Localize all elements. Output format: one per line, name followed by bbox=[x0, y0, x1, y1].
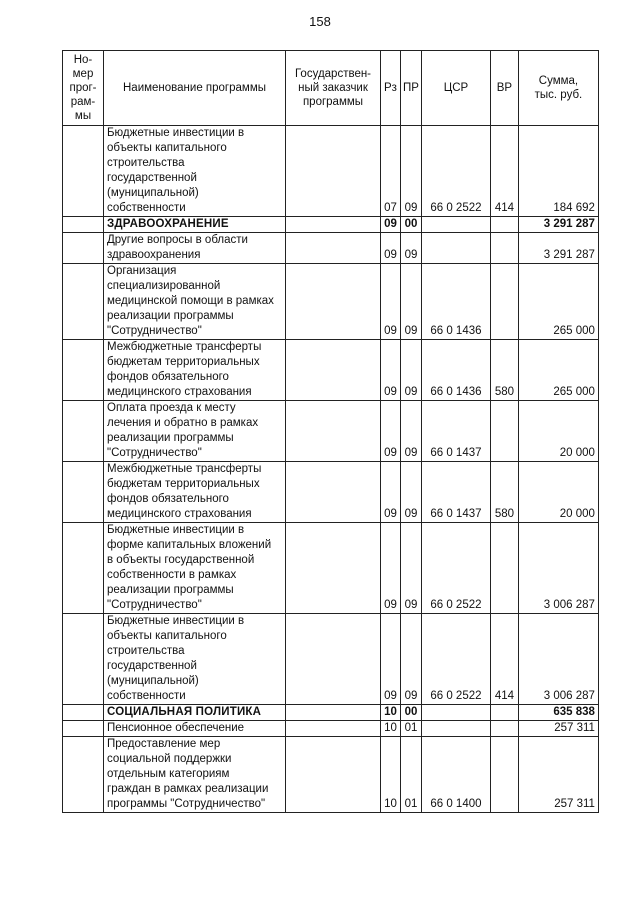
vr-cell bbox=[490, 233, 518, 264]
pr-cell: 01 bbox=[401, 721, 422, 737]
program-name-cell: Бюджетные инвестиции в объекты капитального строительства государственной (муниципальной) собственности bbox=[104, 614, 286, 705]
vr-cell bbox=[490, 401, 518, 462]
customer-cell bbox=[286, 737, 381, 813]
customer-cell bbox=[286, 233, 381, 264]
header-rz: Рз bbox=[381, 51, 401, 126]
pr-cell: 01 bbox=[401, 737, 422, 813]
pr-cell: 09 bbox=[401, 340, 422, 401]
csr-cell: 66 0 1436 bbox=[421, 340, 490, 401]
vr-cell: 580 bbox=[490, 340, 518, 401]
rz-cell: 10 bbox=[381, 737, 401, 813]
vr-cell: 414 bbox=[490, 614, 518, 705]
sum-cell: 3 291 287 bbox=[518, 217, 598, 233]
csr-cell bbox=[421, 233, 490, 264]
program-name-cell: Пенсионное обеспечение bbox=[104, 721, 286, 737]
program-number-cell bbox=[63, 340, 104, 401]
pr-cell: 09 bbox=[401, 462, 422, 523]
pr-cell: 09 bbox=[401, 614, 422, 705]
program-name-cell: СОЦИАЛЬНАЯ ПОЛИТИКА bbox=[104, 705, 286, 721]
vr-cell bbox=[490, 264, 518, 340]
program-number-cell bbox=[63, 401, 104, 462]
program-name-cell: Предоставление мер социальной поддержки отдельным категориям граждан в рамках реализации программы "Сотрудничество" bbox=[104, 737, 286, 813]
sum-cell: 184 692 bbox=[518, 126, 598, 217]
sum-cell: 3 291 287 bbox=[518, 233, 598, 264]
rz-cell: 09 bbox=[381, 523, 401, 614]
rz-cell: 09 bbox=[381, 340, 401, 401]
csr-cell bbox=[421, 217, 490, 233]
rz-cell: 09 bbox=[381, 233, 401, 264]
program-number-cell bbox=[63, 462, 104, 523]
vr-cell: 414 bbox=[490, 126, 518, 217]
program-number-cell bbox=[63, 233, 104, 264]
vr-cell bbox=[490, 217, 518, 233]
rz-cell: 07 bbox=[381, 126, 401, 217]
rz-cell: 09 bbox=[381, 217, 401, 233]
pr-cell: 09 bbox=[401, 523, 422, 614]
program-number-cell bbox=[63, 126, 104, 217]
table-row bbox=[63, 721, 599, 737]
customer-cell bbox=[286, 523, 381, 614]
table-row bbox=[63, 126, 599, 217]
customer-cell bbox=[286, 264, 381, 340]
program-name-cell: ЗДРАВООХРАНЕНИЕ bbox=[104, 217, 286, 233]
program-number-cell bbox=[63, 737, 104, 813]
table-row bbox=[63, 523, 599, 614]
pr-cell: 09 bbox=[401, 401, 422, 462]
program-number-cell bbox=[63, 721, 104, 737]
rz-cell: 10 bbox=[381, 705, 401, 721]
page-number: 158 bbox=[309, 14, 331, 29]
pr-cell: 09 bbox=[401, 233, 422, 264]
sum-cell: 20 000 bbox=[518, 401, 598, 462]
program-name-cell: Бюджетные инвестиции в объекты капитального строительства государственной (муниципальной) собственности bbox=[104, 126, 286, 217]
rz-cell: 09 bbox=[381, 462, 401, 523]
header-vr: ВР bbox=[490, 51, 518, 126]
program-number-cell bbox=[63, 705, 104, 721]
program-name-cell: Бюджетные инвестиции в форме капитальных вложений в объекты государственной собственности в рамках реализации программы "Сотрудничество" bbox=[104, 523, 286, 614]
program-name-cell: Организация специализированной медицинской помощи в рамках реализации программы "Сотрудничество" bbox=[104, 264, 286, 340]
sum-cell: 265 000 bbox=[518, 340, 598, 401]
csr-cell: 66 0 2522 bbox=[421, 614, 490, 705]
program-name-cell: Оплата проезда к месту лечения и обратно в рамках реализации программы "Сотрудничество" bbox=[104, 401, 286, 462]
program-number-cell bbox=[63, 523, 104, 614]
pr-cell: 09 bbox=[401, 126, 422, 217]
rz-cell: 10 bbox=[381, 721, 401, 737]
pr-cell: 09 bbox=[401, 264, 422, 340]
program-number-cell bbox=[63, 217, 104, 233]
csr-cell bbox=[421, 705, 490, 721]
table-row bbox=[63, 462, 599, 523]
table-row bbox=[63, 614, 599, 705]
program-number-cell bbox=[63, 264, 104, 340]
customer-cell bbox=[286, 721, 381, 737]
vr-cell bbox=[490, 721, 518, 737]
customer-cell bbox=[286, 401, 381, 462]
vr-cell: 580 bbox=[490, 462, 518, 523]
vr-cell bbox=[490, 705, 518, 721]
customer-cell bbox=[286, 614, 381, 705]
rz-cell: 09 bbox=[381, 264, 401, 340]
sum-cell: 3 006 287 bbox=[518, 523, 598, 614]
sum-cell: 257 311 bbox=[518, 737, 598, 813]
table-row bbox=[63, 264, 599, 340]
sum-cell: 20 000 bbox=[518, 462, 598, 523]
program-name-cell: Межбюджетные трансферты бюджетам территориальных фондов обязательного медицинского страхования bbox=[104, 340, 286, 401]
csr-cell: 66 0 1437 bbox=[421, 401, 490, 462]
header-row bbox=[63, 51, 599, 126]
header-program-name: Наименование программы bbox=[104, 51, 286, 126]
customer-cell bbox=[286, 462, 381, 523]
header-sum: Сумма, тыс. руб. bbox=[518, 51, 598, 126]
vr-cell bbox=[490, 523, 518, 614]
customer-cell bbox=[286, 126, 381, 217]
csr-cell: 66 0 2522 bbox=[421, 126, 490, 217]
sum-cell: 257 311 bbox=[518, 721, 598, 737]
csr-cell: 66 0 1400 bbox=[421, 737, 490, 813]
budget-table bbox=[62, 50, 599, 813]
csr-cell: 66 0 2522 bbox=[421, 523, 490, 614]
pr-cell: 00 bbox=[401, 217, 422, 233]
rz-cell: 09 bbox=[381, 401, 401, 462]
pr-cell: 00 bbox=[401, 705, 422, 721]
sum-cell: 3 006 287 bbox=[518, 614, 598, 705]
program-name-cell: Другие вопросы в области здравоохранения bbox=[104, 233, 286, 264]
header-customer: Государствен- ный заказчик программы bbox=[286, 51, 381, 126]
sum-cell: 635 838 bbox=[518, 705, 598, 721]
header-csr: ЦСР bbox=[421, 51, 490, 126]
customer-cell bbox=[286, 217, 381, 233]
customer-cell bbox=[286, 340, 381, 401]
program-name-cell: Межбюджетные трансферты бюджетам территориальных фондов обязательного медицинского страхования bbox=[104, 462, 286, 523]
vr-cell bbox=[490, 737, 518, 813]
csr-cell: 66 0 1436 bbox=[421, 264, 490, 340]
table-row bbox=[63, 340, 599, 401]
header-program-number: Но- мер прог- рам- мы bbox=[63, 51, 104, 126]
section-row bbox=[63, 217, 599, 233]
csr-cell: 66 0 1437 bbox=[421, 462, 490, 523]
table-row bbox=[63, 401, 599, 462]
section-row bbox=[63, 705, 599, 721]
program-number-cell bbox=[63, 614, 104, 705]
table-row bbox=[63, 737, 599, 813]
table-body bbox=[63, 126, 599, 813]
rz-cell: 09 bbox=[381, 614, 401, 705]
sum-cell: 265 000 bbox=[518, 264, 598, 340]
customer-cell bbox=[286, 705, 381, 721]
header-pr: ПР bbox=[401, 51, 422, 126]
table-row bbox=[63, 233, 599, 264]
csr-cell bbox=[421, 721, 490, 737]
